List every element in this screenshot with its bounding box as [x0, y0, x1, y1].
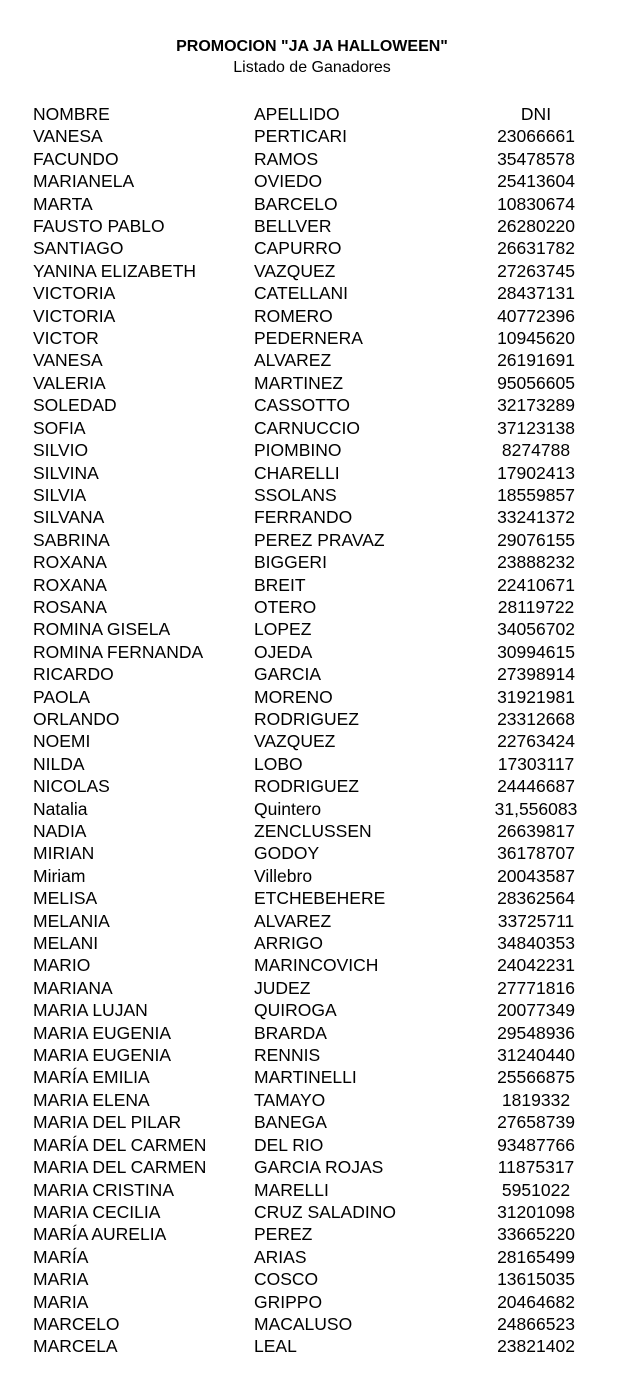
table-row: [0, 596, 624, 618]
cell-nombre: MARÍA EMILIA: [33, 1067, 150, 1088]
cell-apellido: GRIPPO: [254, 1291, 323, 1312]
cell-apellido: RODRIGUEZ: [254, 776, 359, 797]
table-row: [0, 1066, 624, 1088]
cell-apellido: CAPURRO: [254, 238, 342, 259]
cell-nombre: MARIA EUGENIA: [33, 1022, 172, 1043]
cell-apellido: FERRANDO: [254, 507, 353, 528]
cell-nombre: ORLANDO: [33, 708, 120, 729]
cell-nombre: SOLEDAD: [33, 395, 117, 416]
table-row: [0, 484, 624, 506]
table-row: [0, 125, 624, 147]
cell-dni: 32173289: [497, 395, 575, 416]
cell-dni: 31201098: [497, 1201, 575, 1222]
cell-dni: 27771816: [497, 977, 575, 998]
table-row: [0, 708, 624, 730]
cell-nombre: PAOLA: [33, 686, 91, 707]
table-row: [0, 887, 624, 909]
table-row: [0, 663, 624, 685]
cell-nombre: MELANI: [33, 933, 99, 954]
cell-apellido: MARTINEZ: [254, 372, 344, 393]
cell-apellido: BRARDA: [254, 1022, 327, 1043]
cell-apellido: CATELLANI: [254, 283, 349, 304]
cell-nombre: ROSANA: [33, 596, 107, 617]
cell-apellido: COSCO: [254, 1269, 319, 1290]
cell-nombre: MARÍA AURELIA: [33, 1224, 167, 1245]
cell-dni: 17902413: [497, 462, 575, 483]
cell-dni: 36178707: [497, 843, 575, 864]
table-row: [0, 282, 624, 304]
table-row: [0, 1335, 624, 1357]
table-row: [0, 1156, 624, 1178]
cell-dni: 17303117: [497, 753, 575, 774]
table-row: [0, 327, 624, 349]
cell-dni: 20077349: [497, 1000, 575, 1021]
cell-nombre: NOEMI: [33, 731, 91, 752]
table-row: [0, 506, 624, 528]
cell-nombre: VICTORIA: [33, 283, 116, 304]
cell-apellido: QUIROGA: [254, 1000, 337, 1021]
document-title: PROMOCION "JA JA HALLOWEEN": [176, 38, 448, 55]
table-row: [0, 1134, 624, 1156]
cell-nombre: RICARDO: [33, 664, 114, 685]
document-header: [0, 37, 624, 78]
cell-dni: 13615035: [497, 1269, 575, 1290]
cell-apellido: RODRIGUEZ: [254, 708, 359, 729]
cell-apellido: BARCELO: [254, 193, 338, 214]
cell-dni: 11875317: [497, 1157, 575, 1178]
cell-dni: 28119722: [497, 596, 575, 617]
cell-apellido: RAMOS: [254, 148, 319, 169]
cell-apellido: Villebro: [254, 865, 313, 886]
cell-nombre: MARIA: [33, 1269, 89, 1290]
table-row: [0, 1179, 624, 1201]
cell-dni: 23066661: [497, 126, 575, 147]
cell-apellido: ROMERO: [254, 305, 333, 326]
cell-nombre: SABRINA: [33, 529, 110, 550]
cell-dni: 25566875: [497, 1067, 575, 1088]
cell-nombre: SILVINA: [33, 462, 99, 483]
table-row: [0, 820, 624, 842]
cell-dni: 33665220: [497, 1224, 575, 1245]
cell-nombre: FACUNDO: [33, 148, 119, 169]
column-header-dni: DNI: [520, 104, 552, 124]
cell-apellido: ARIAS: [254, 1246, 307, 1267]
cell-apellido: ALVAREZ: [254, 910, 332, 931]
cell-nombre: NILDA: [33, 753, 85, 774]
table-row: [0, 462, 624, 484]
table-row: [0, 170, 624, 192]
table-row: [0, 1268, 624, 1290]
table-header-row: [0, 103, 624, 125]
cell-nombre: MARTA: [33, 193, 93, 214]
table-row: [0, 932, 624, 954]
cell-dni: 28437131: [497, 283, 575, 304]
table-row: [0, 1291, 624, 1313]
column-header-apellido: APELLIDO: [254, 104, 340, 124]
table-row: [0, 237, 624, 259]
cell-apellido: LEAL: [254, 1336, 297, 1357]
cell-apellido: GODOY: [254, 843, 320, 864]
cell-dni: 10945620: [497, 328, 575, 349]
table-row: [0, 574, 624, 596]
cell-nombre: MARIA CRISTINA: [33, 1179, 174, 1200]
table-row: [0, 193, 624, 215]
table-body: [0, 125, 624, 1357]
cell-dni: 23312668: [497, 708, 575, 729]
cell-dni: 28165499: [497, 1246, 575, 1267]
table-row: [0, 753, 624, 775]
cell-nombre: MARIA DEL CARMEN: [33, 1157, 207, 1178]
cell-apellido: CHARELLI: [254, 462, 340, 483]
cell-nombre: MARCELO: [33, 1313, 120, 1334]
cell-dni: 8274788: [501, 440, 571, 461]
cell-apellido: VAZQUEZ: [254, 731, 336, 752]
cell-dni: 18559857: [497, 484, 575, 505]
cell-nombre: SOFIA: [33, 417, 86, 438]
cell-apellido: ARRIGO: [254, 933, 324, 954]
table-row: [0, 618, 624, 640]
table-row: [0, 1223, 624, 1245]
cell-apellido: TAMAYO: [254, 1089, 326, 1110]
cell-dni: 33725711: [497, 910, 575, 931]
cell-apellido: PEDERNERA: [254, 328, 363, 349]
cell-apellido: BANEGA: [254, 1112, 327, 1133]
cell-nombre: VICTORIA: [33, 305, 116, 326]
cell-dni: 24446687: [497, 776, 575, 797]
cell-nombre: YANINA ELIZABETH: [33, 260, 197, 281]
cell-dni: 29548936: [497, 1022, 575, 1043]
table-row: [0, 439, 624, 461]
table-row: [0, 551, 624, 573]
table-row: [0, 1022, 624, 1044]
cell-nombre: MARIA CECILIA: [33, 1201, 161, 1222]
cell-apellido: PEREZ PRAVAZ: [254, 529, 385, 550]
cell-nombre: ROXANA: [33, 574, 107, 595]
cell-nombre: VALERIA: [33, 372, 106, 393]
cell-apellido: Quintero: [254, 798, 322, 819]
table-row: [0, 842, 624, 864]
cell-dni: 93487766: [497, 1134, 575, 1155]
cell-dni: 22763424: [497, 731, 575, 752]
cell-apellido: PEREZ: [254, 1224, 313, 1245]
cell-apellido: CRUZ SALADINO: [254, 1201, 396, 1222]
cell-apellido: OVIEDO: [254, 171, 323, 192]
table-row: [0, 954, 624, 976]
cell-dni: 37123138: [497, 417, 575, 438]
cell-dni: 31921981: [497, 686, 575, 707]
document-subtitle: Listado de Ganadores: [233, 59, 391, 76]
cell-apellido: OTERO: [254, 596, 317, 617]
column-header-nombre: NOMBRE: [33, 104, 110, 124]
table-row: [0, 730, 624, 752]
cell-apellido: PERTICARI: [254, 126, 348, 147]
cell-dni: 31240440: [497, 1045, 575, 1066]
cell-apellido: GARCIA ROJAS: [254, 1157, 384, 1178]
cell-apellido: DEL RIO: [254, 1134, 324, 1155]
table-row: [0, 977, 624, 999]
cell-apellido: ZENCLUSSEN: [254, 821, 372, 841]
cell-dni: 33241372: [497, 507, 575, 528]
cell-apellido: MARELLI: [254, 1179, 329, 1200]
cell-nombre: MARIA: [33, 1291, 89, 1312]
cell-nombre: MARIA LUJAN: [33, 1000, 148, 1021]
cell-nombre: VANESA: [33, 126, 103, 147]
cell-apellido: MACALUSO: [254, 1313, 353, 1334]
cell-dni: 34056702: [497, 619, 575, 640]
cell-dni: 26191691: [497, 350, 575, 371]
table-row: [0, 1201, 624, 1223]
cell-dni: 27658739: [497, 1112, 575, 1133]
cell-nombre: MARIANA: [33, 977, 113, 998]
cell-dni: 24866523: [497, 1313, 575, 1334]
cell-apellido: SSOLANS: [254, 484, 337, 505]
cell-nombre: Natalia: [33, 798, 88, 819]
cell-nombre: VICTOR: [33, 328, 99, 349]
cell-nombre: MARÍA DEL CARMEN: [33, 1134, 207, 1155]
table-row: [0, 529, 624, 551]
cell-apellido: VAZQUEZ: [254, 260, 336, 281]
cell-nombre: Miriam: [33, 865, 86, 886]
cell-nombre: MELANIA: [33, 910, 110, 931]
cell-dni: 26639817: [497, 821, 575, 841]
cell-apellido: RENNIS: [254, 1045, 321, 1066]
table-row: [0, 305, 624, 327]
cell-nombre: ROMINA GISELA: [33, 619, 171, 640]
table-row: [0, 260, 624, 282]
cell-apellido: MARINCOVICH: [254, 955, 379, 976]
table-row: [0, 148, 624, 170]
table-row: [0, 999, 624, 1021]
winners-table: [0, 103, 624, 1358]
cell-nombre: MARIA DEL PILAR: [33, 1112, 182, 1133]
table-row: [0, 1044, 624, 1066]
cell-nombre: MARIA EUGENIA: [33, 1045, 172, 1066]
table-row: [0, 641, 624, 663]
cell-dni: 30994615: [497, 641, 575, 662]
cell-dni: 95056605: [497, 372, 575, 393]
cell-dni: 1819332: [501, 1089, 571, 1110]
cell-nombre: SANTIAGO: [33, 238, 124, 259]
cell-dni: 26280220: [497, 216, 575, 237]
cell-apellido: LOBO: [254, 753, 303, 774]
table-row: [0, 349, 624, 371]
table-row: [0, 417, 624, 439]
cell-dni: 40772396: [497, 305, 575, 326]
table-row: [0, 775, 624, 797]
table-row: [0, 865, 624, 887]
cell-apellido: CARNUCCIO: [254, 417, 360, 438]
cell-dni: 5951022: [501, 1179, 571, 1200]
cell-apellido: MORENO: [254, 686, 333, 707]
cell-nombre: ROMINA FERNANDA: [33, 641, 204, 662]
cell-nombre: MARIANELA: [33, 171, 135, 192]
cell-dni: 27263745: [497, 260, 575, 281]
cell-dni: 24042231: [497, 955, 575, 976]
cell-dni: 28362564: [497, 888, 575, 909]
cell-dni: 26631782: [497, 238, 575, 259]
table-row: [0, 1246, 624, 1268]
cell-nombre: MARIO: [33, 955, 91, 976]
cell-nombre: MARÍA: [33, 1246, 89, 1267]
table-row: [0, 798, 624, 820]
cell-nombre: ROXANA: [33, 552, 107, 573]
cell-dni: 10830674: [497, 193, 575, 214]
cell-apellido: BIGGERI: [254, 552, 327, 573]
table-row: [0, 1111, 624, 1133]
cell-apellido: BELLVER: [254, 216, 332, 237]
cell-nombre: FAUSTO PABLO: [33, 216, 165, 237]
cell-apellido: MARTINELLI: [254, 1067, 357, 1088]
cell-dni: 34840353: [497, 933, 575, 954]
cell-apellido: ALVAREZ: [254, 350, 332, 371]
cell-dni: 20464682: [497, 1291, 575, 1312]
cell-nombre: NICOLAS: [33, 776, 110, 797]
cell-nombre: MIRIAN: [33, 843, 95, 864]
table-row: [0, 1089, 624, 1111]
cell-nombre: MARCELA: [33, 1336, 118, 1357]
cell-nombre: NADIA: [33, 821, 87, 841]
cell-dni: 22410671: [497, 574, 575, 595]
cell-apellido: ETCHEBEHERE: [254, 888, 386, 909]
cell-dni: 35478578: [497, 148, 575, 169]
cell-apellido: OJEDA: [254, 641, 313, 662]
table-row: [0, 686, 624, 708]
cell-nombre: VANESA: [33, 350, 103, 371]
table-row: [0, 910, 624, 932]
table-row: [0, 215, 624, 237]
table-row: [0, 1313, 624, 1335]
table-row: [0, 394, 624, 416]
cell-dni: 20043587: [497, 865, 575, 886]
cell-dni: 29076155: [497, 529, 575, 550]
cell-dni: 27398914: [497, 664, 575, 685]
cell-dni: 23821402: [497, 1336, 575, 1357]
cell-apellido: LOPEZ: [254, 619, 312, 640]
cell-nombre: SILVANA: [33, 507, 105, 528]
cell-apellido: CASSOTTO: [254, 395, 350, 416]
table-row: [0, 372, 624, 394]
cell-apellido: GARCIA: [254, 664, 322, 685]
cell-dni: 25413604: [497, 171, 575, 192]
cell-apellido: JUDEZ: [254, 977, 311, 998]
cell-apellido: PIOMBINO: [254, 440, 342, 461]
cell-nombre: SILVIO: [33, 440, 89, 461]
cell-nombre: MARIA ELENA: [33, 1089, 150, 1110]
cell-nombre: SILVIA: [33, 484, 87, 505]
cell-dni: 23888232: [497, 552, 575, 573]
cell-apellido: BREIT: [254, 574, 306, 595]
cell-nombre: MELISA: [33, 888, 98, 909]
cell-dni: 31,556083: [494, 798, 578, 819]
